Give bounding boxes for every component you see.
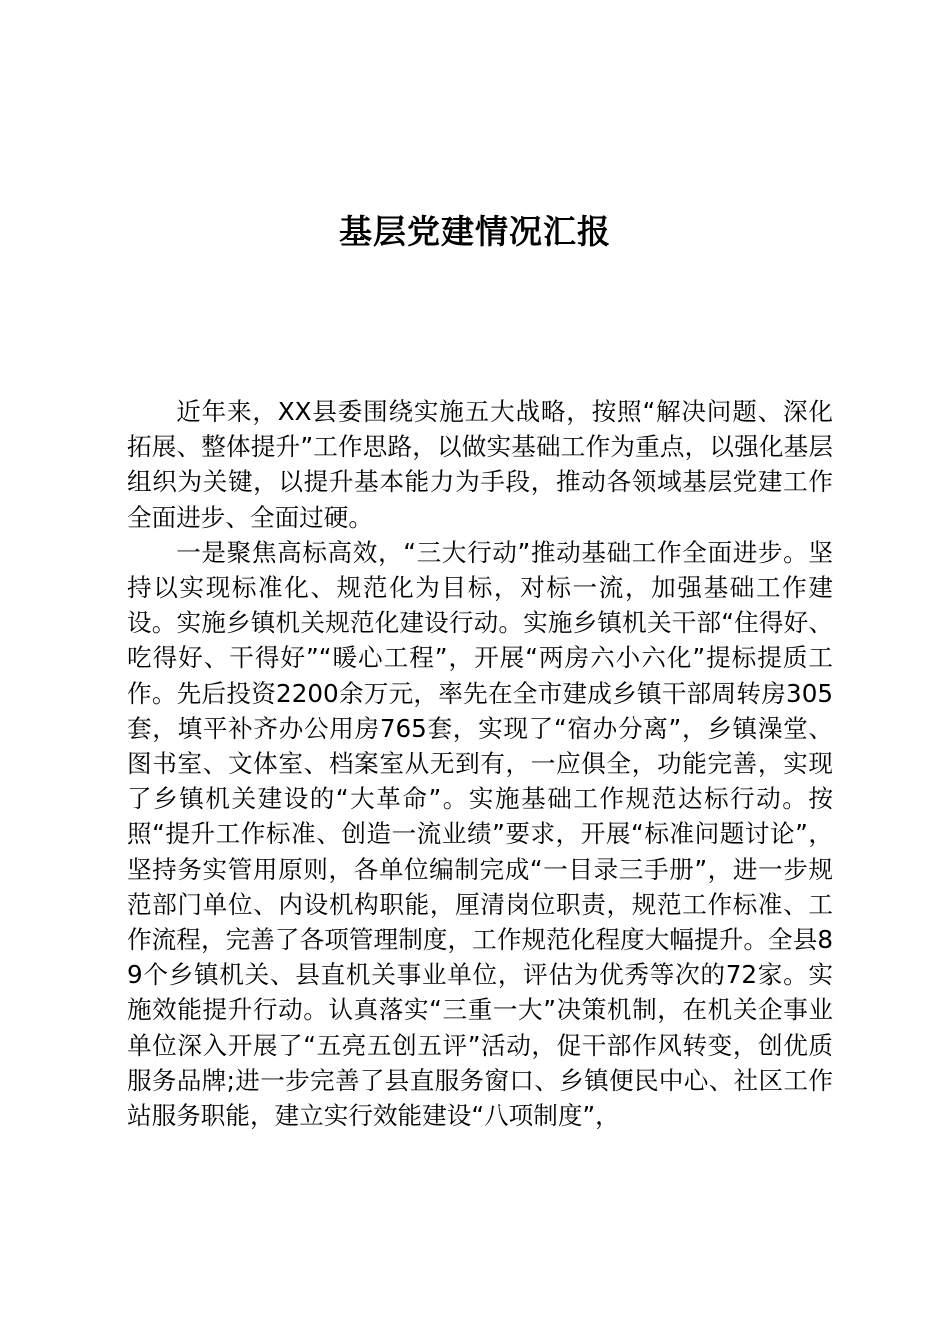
document-body — [127, 394, 833, 1133]
paragraph-section-1: 一是聚焦高标高效，“三大行动”推动基础工作全面进步。坚持以实现标准化、规范化为目标，对标一流，加强基础工作建设。实施乡镇机关规范化建设行动。实施乡镇机关干部“住得好、吃得好、干得好”“暖心工程”，开展“两房六小六化”提标提质工作。先后投资2200余万元，率先在全市建成乡镇干部周转房305套，填平补齐办公用房765套，实现了“宿办分离”，乡镇澡堂、图书室、文体室、档案室从无到有，一应俱全，功能完善，实现了乡镇机关建设的“大革命”。实施基础工作规范达标行动。按照“提升工作标准、创造一流业绩”要求，开展“标准问题讨论”，坚持务实管用原则，各单位编制完成“一目录三手册”，进一步规范部门单位、内设机构职能，厘清岗位职责，规范工作标准、工作流程，完善了各项管理制度，工作规范化程度大幅提升。全县89个乡镇机关、县直机关事业单位，评估为优秀等次的72家。实施效能提升行动。认真落实“三重一大”决策机制，在机关企事业单位深入开展了“五亮五创五评”活动，促干部作风转变，创优质服务品牌;进一步完善了县直服务窗口、乡镇便民中心、社区工作站服务职能，建立实行效能建设“八项制度”， — [127, 537, 833, 1131]
document-title: 基层党建情况汇报 — [339, 212, 611, 251]
paragraph-intro: 近年来，XX县委围绕实施五大战略，按照“解决问题、深化拓展、整体提升”工作思路，以做实基础工作为重点，以强化基层组织为关键，以提升基本能力为手段，推动各领域基层党建工作全面进步、全面过硬。 — [127, 397, 833, 532]
